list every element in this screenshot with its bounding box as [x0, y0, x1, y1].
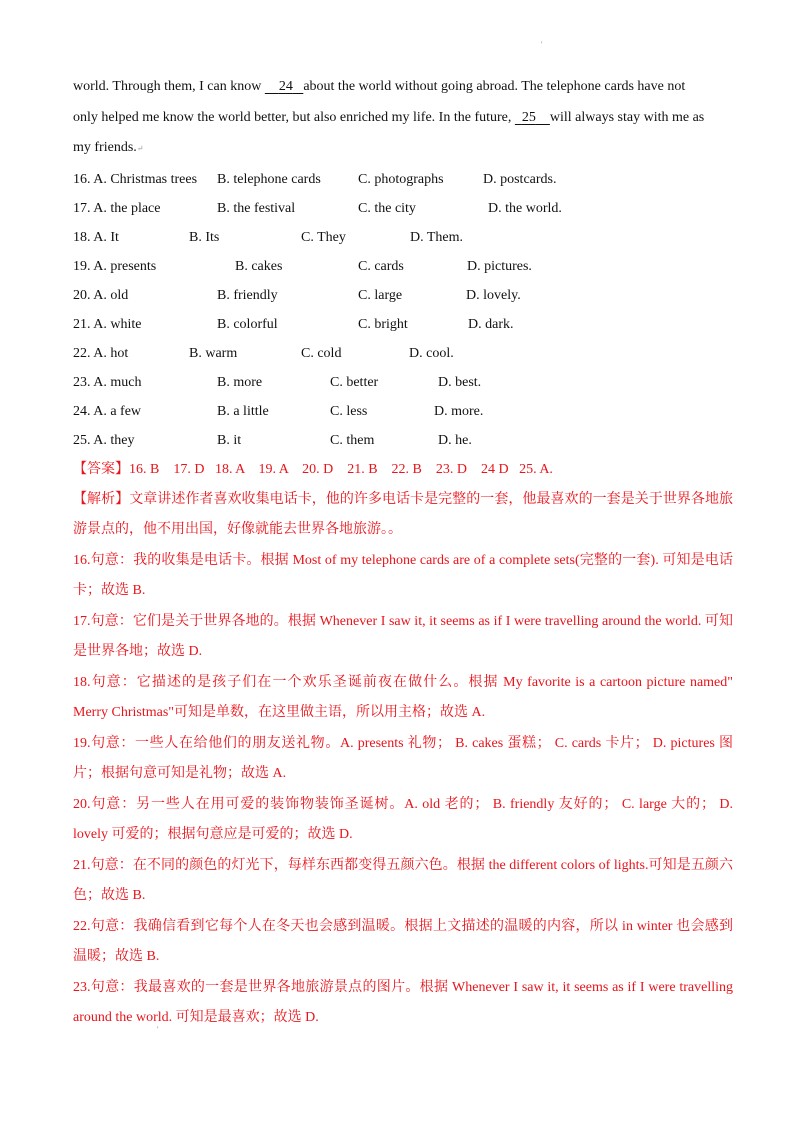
answer-label: 【答案】 [73, 461, 129, 477]
explanation-21: 21.句意：在不同的颜色的灯光下，每样东西都变得五颜六色。根据 the different colors of lights.可知是五颜六色；故选 B. [73, 857, 733, 903]
explanation-17: 17.句意：它们是关于世界各地的。根据 Whenever I saw it, it seems as if I were travelling around the world. 可知是世界各地；故选 D. [73, 613, 733, 659]
explanation-22: 22.句意：我确信看到它每个人在冬天也会感到温暖。根据上文描述的温暖的内容，所以 in winter 也会感到温暖；故选 B. [73, 918, 733, 964]
top-page-mark: ' [541, 40, 543, 49]
passage-line-3: my friends.↵ [73, 140, 144, 155]
blank-24: 24 [278, 79, 293, 94]
question-row: 18. A. It B. Its C. They D. Them. [73, 229, 464, 245]
explanation-20: 20.句意：另一些人在用可爱的装饰物装饰圣诞树。A. old 老的； B. friendly 友好的； C. large 大的； D. lovely 可爱的；根据句意应是可爱的；故选 D. [73, 796, 733, 842]
question-row: 22. A. hot B. warm C. cold D. cool. [73, 345, 454, 361]
explanation-16: 16.句意：我的收集是电话卡。根据 Most of my telephone cards are of a complete sets(完整的一套). 可知是电话卡；故选 B. [73, 552, 733, 598]
question-row: 21. A. white B. colorful C. bright D. dark. [73, 316, 514, 332]
explanation-18: 18.句意：它描述的是孩子们在一个欢乐圣诞前夜在做什么。根据 My favorite is a cartoon picture named" Merry Christmas"可知是单数，在这里做主语，所以用主格；故选 A. [73, 674, 733, 720]
answer-text: 16. B 17. D 18. A 19. A 20. D 21. B 22. B 23. D 24 D 25. A. [129, 461, 553, 477]
answer-line [73, 455, 733, 485]
passage-line-1: world. Through them, I can know 24 about the world without going abroad. The telephone cards have not [73, 72, 733, 103]
passage-line-2: only helped me know the world better, but also enriched my life. In the future, 25 will always stay with me as [73, 103, 733, 134]
explanation-23: 23.句意：我最喜欢的一套是世界各地旅游景点的图片。根据 Whenever I saw it, it seems as if I were travelling around the world. 可知是最喜欢；故选 D. [73, 979, 733, 1025]
question-row: 25. A. they B. it C. them D. he. [73, 432, 472, 448]
analysis-label: 【解析】 [73, 491, 130, 507]
question-row: 20. A. old B. friendly C. large D. lovely. [73, 287, 521, 303]
question-row: 17. A. the place B. the festival C. the city D. the world. [73, 200, 562, 216]
analysis-paragraph [73, 485, 733, 546]
question-row: 16. A. Christmas trees B. telephone cards C. photographs D. postcards. [73, 171, 557, 187]
analysis-text: 文章讲述作者喜欢收集电话卡，他的许多电话卡是完整的一套，他最喜欢的一套是关于世界各地旅游景点的，他不用出国，好像就能去世界各地旅游。。 [73, 491, 734, 537]
question-row: 19. A. presents B. cakes C. cards D. pictures. [73, 258, 532, 274]
blank-25: 25 [521, 109, 536, 125]
bottom-page-mark: ' [157, 1025, 159, 1034]
document-page [73, 72, 733, 1034]
question-list [73, 165, 733, 455]
explanation-19: 19.句意：一些人在给他们的朋友送礼物。A. presents 礼物； B. cakes 蛋糕； C. cards 卡片； D. pictures 图片；根据句意可知是礼物；故选 A. [73, 735, 733, 781]
question-row: 23. A. much B. more C. better D. best. [73, 374, 482, 390]
question-row: 24. A. a few B. a little C. less D. more. [73, 403, 484, 419]
